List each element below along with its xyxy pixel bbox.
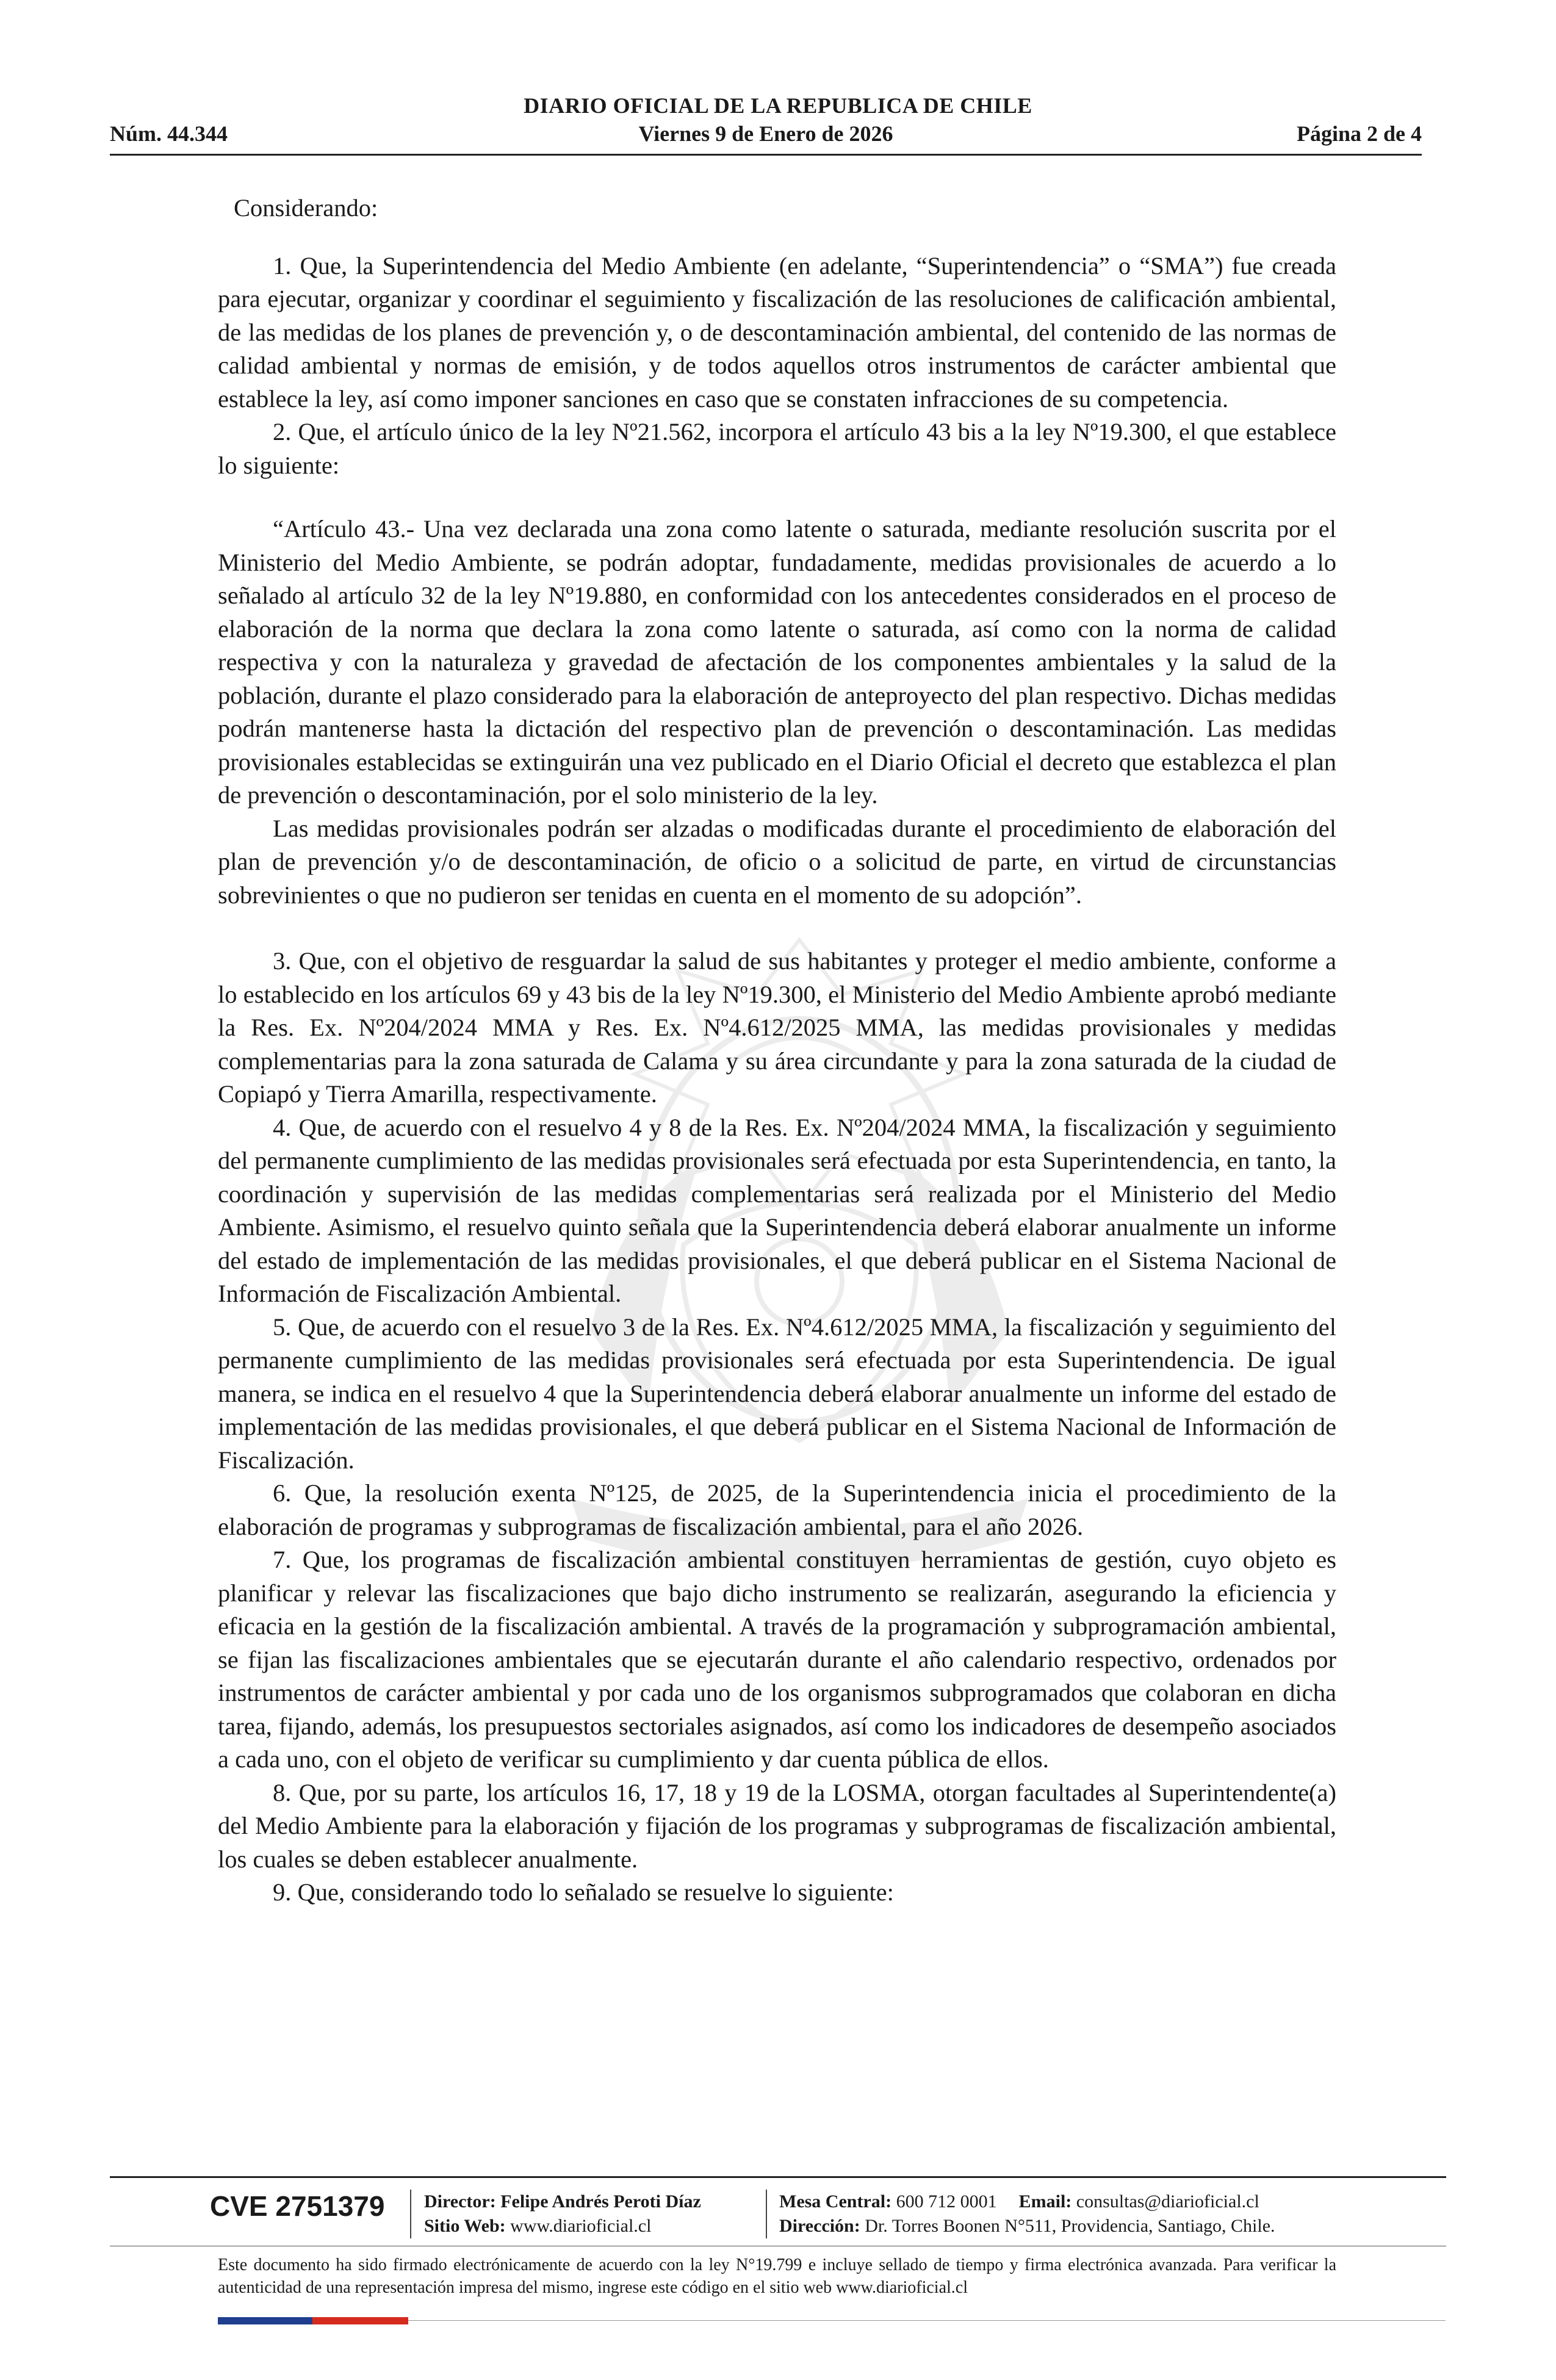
director-name: Felipe Andrés Peroti Díaz: [500, 2191, 701, 2212]
paragraph-4: 4. Que, de acuerdo con el resuelvo 4 y 8 de la Res. Ex. Nº204/2024 MMA, la fiscalización y seguimiento del permanente cumplimiento de las medidas provisionales será efectuada por esta Superintendencia, en tanto, la coordinación y supervisión de las medidas complementarias será realizada por el Ministerio del Medio Ambiente. Asimismo, el resuelvo quinto señala que la Superintendencia deberá elaborar anualmente un informe del estado de implementación de las medidas provisionales, el que deberá publicar en el Sistema Nacional de Información de Fiscalización Ambiental.: [218, 1113, 1336, 1307]
mesa-central-phone: 600 712 0001: [896, 2191, 997, 2212]
chile-flag-stripe: [218, 2317, 408, 2324]
paragraph-8: 8. Que, por su parte, los artículos 16, 17, 18 y 19 de la LOSMA, otorgan facultades al Superintendente(a) del Medio Ambiente para la elaboración y fijación de los programas y subprogramas de fiscalización ambiental, los cuales se deben establecer anualmente.: [218, 1778, 1336, 1873]
document-body: [218, 192, 1336, 1909]
footer-director-block: [424, 2190, 701, 2238]
cve-code: CVE 2751379: [210, 2190, 385, 2222]
publication-title: DIARIO OFICIAL DE LA REPUBLICA DE CHILE: [524, 93, 1032, 118]
page-indicator: Página 2 de 4: [1296, 121, 1422, 146]
paragraph-9: 9. Que, considerando todo lo señalado se resuelve lo siguiente:: [273, 1878, 894, 1906]
quote-paragraph-2: Las medidas provisionales podrán ser alzadas o modificadas durante el procedimiento de elaboración del plan de prevención y/o de descontaminación, de oficio o a solicitud de parte, en virtud de circunstancias sobrevinientes o que no pudieron ser tenidas en cuenta en el momento de su adopción”.: [218, 814, 1336, 909]
paragraph-6: 6. Que, la resolución exenta Nº125, de 2025, de la Superintendencia inicia el procedimiento de la elaboración de programas y subprogramas de fiscalización ambiental, para el año 2026.: [218, 1479, 1336, 1540]
address-value: Dr. Torres Boonen N°511, Providencia, Santiago, Chile.: [865, 2216, 1275, 2236]
paragraph-3: 3. Que, con el objetivo de resguardar la salud de sus habitantes y proteger el medio ambiente, conforme a lo establecido en los artículos 69 y 43 bis de la ley Nº19.300, el Ministerio del Medio Ambiente aprobó mediante la Res. Ex. Nº204/2024 MMA y Res. Ex. Nº4.612/2025 MMA, las medidas provisionales y medidas complementarias para la zona saturada de Calama y su área circundante y para la zona saturada de la ciudad de Copiapó y Tierra Amarilla, respectivamente.: [218, 947, 1336, 1108]
issue-number: Núm. 44.344: [110, 121, 228, 146]
electronic-signature-note: Este documento ha sido firmado electrónicamente de acuerdo con la ley N°19.799 e incluye sellado de tiempo y firma electrónica avanzada. Para verificar la autenticidad de una representación impresa del mismo, ingrese este código en el sitio web www.diarioficial.cl: [218, 2256, 1336, 2297]
flag-blue-segment: [218, 2317, 312, 2324]
footer-separator: [766, 2190, 767, 2238]
mesa-central-label: Mesa Central:: [779, 2191, 892, 2212]
footer-divider-top: [110, 2176, 1446, 2178]
paragraph-7: 7. Que, los programas de fiscalización ambiental constituyen herramientas de gestión, cuyo objeto es planificar y relevar las fiscalizaciones que bajo dicho instrumento se realizarán, asegurando la eficiencia y eficacia en la gestión de la fiscalización ambiental. A través de la programación y subprogramación ambiental, se fijan las fiscalizaciones ambientales que se ejecutarán durante el año calendario respectivo, ordenados por instrumentos de carácter ambiental y por cada uno de los organismos subprogramados que colaboran en dicha tarea, fijando, además, los presupuestos sectoriales asignados, así como los indicadores de desempeño asociados a cada uno, con el objeto de verificar su cumplimiento y dar cuenta pública de ellos.: [218, 1546, 1336, 1773]
header-divider: [110, 154, 1422, 156]
paragraph-5: 5. Que, de acuerdo con el resuelvo 3 de la Res. Ex. Nº4.612/2025 MMA, la fiscalización y seguimiento del permanente cumplimiento de las medidas provisionales será efectuada por esta Superintendencia. De igual manera, se indica en el resuelvo 4 que la Superintendencia deberá elaborar anualmente un informe del estado de implementación de las medidas provisionales, el que deberá publicar en el Sistema Nacional de Información de Fiscalización.: [218, 1313, 1336, 1474]
footer-contact-block: [779, 2190, 1275, 2238]
paragraph-2: 2. Que, el artículo único de la ley Nº21.562, incorpora el artículo 43 bis a la ley Nº19.300, el que establece lo siguiente:: [218, 418, 1336, 479]
website-link[interactable]: www.diarioficial.cl: [510, 2216, 652, 2236]
header-row: [110, 121, 1422, 148]
issue-date: Viernes 9 de Enero de 2026: [638, 121, 893, 146]
footer-divider-bottom: [408, 2320, 1446, 2321]
email-label: Email:: [1018, 2191, 1072, 2212]
email-link[interactable]: consultas@diarioficial.cl: [1076, 2191, 1259, 2212]
website-label: Sitio Web:: [424, 2216, 506, 2236]
paragraph-1: 1. Que, la Superintendencia del Medio Ambiente (en adelante, “Superintendencia” o “SMA”) fue creada para ejecutar, organizar y coordinar el seguimiento y fiscalización de las resoluciones de calificación ambiental, de las medidas de los planes de prevención y, o de descontaminación ambiental, del contenido de las normas de calidad ambiental y normas de emisión, y de todos aquellos otros instrumentos de carácter ambiental que establece la ley, así como imponer sanciones en caso que se constaten infracciones de su competencia.: [218, 251, 1336, 413]
director-label: Director:: [424, 2191, 496, 2212]
footer-separator: [410, 2190, 411, 2238]
quote-paragraph-1: “Artículo 43.- Una vez declarada una zona como latente o saturada, mediante resolución suscrita por el Ministerio del Medio Ambiente, se podrán adoptar, fundadamente, medidas provisionales de acuerdo a lo señalado al artículo 32 de la ley Nº19.880, en conformidad con los antecedentes considerados en el proceso de elaboración de la norma que declara la zona como latente o saturada, así como con la norma de calidad respectiva y con la naturaleza y gravedad de afectación de los componentes ambientales y la salud de la población, durante el plazo considerado para la elaboración de anteproyecto del plan respectivo. Dichas medidas podrán mantenerse hasta la dictación del respectivo plan de prevención o descontaminación. Las medidas provisionales establecidas se extinguirán una vez publicado en el Diario Oficial el decreto que establezca el plan de prevención o descontaminación, por el solo ministerio de la ley.: [218, 515, 1336, 809]
flag-red-segment: [312, 2317, 408, 2324]
considerando-heading: Considerando:: [234, 194, 378, 222]
address-label: Dirección:: [779, 2216, 860, 2236]
